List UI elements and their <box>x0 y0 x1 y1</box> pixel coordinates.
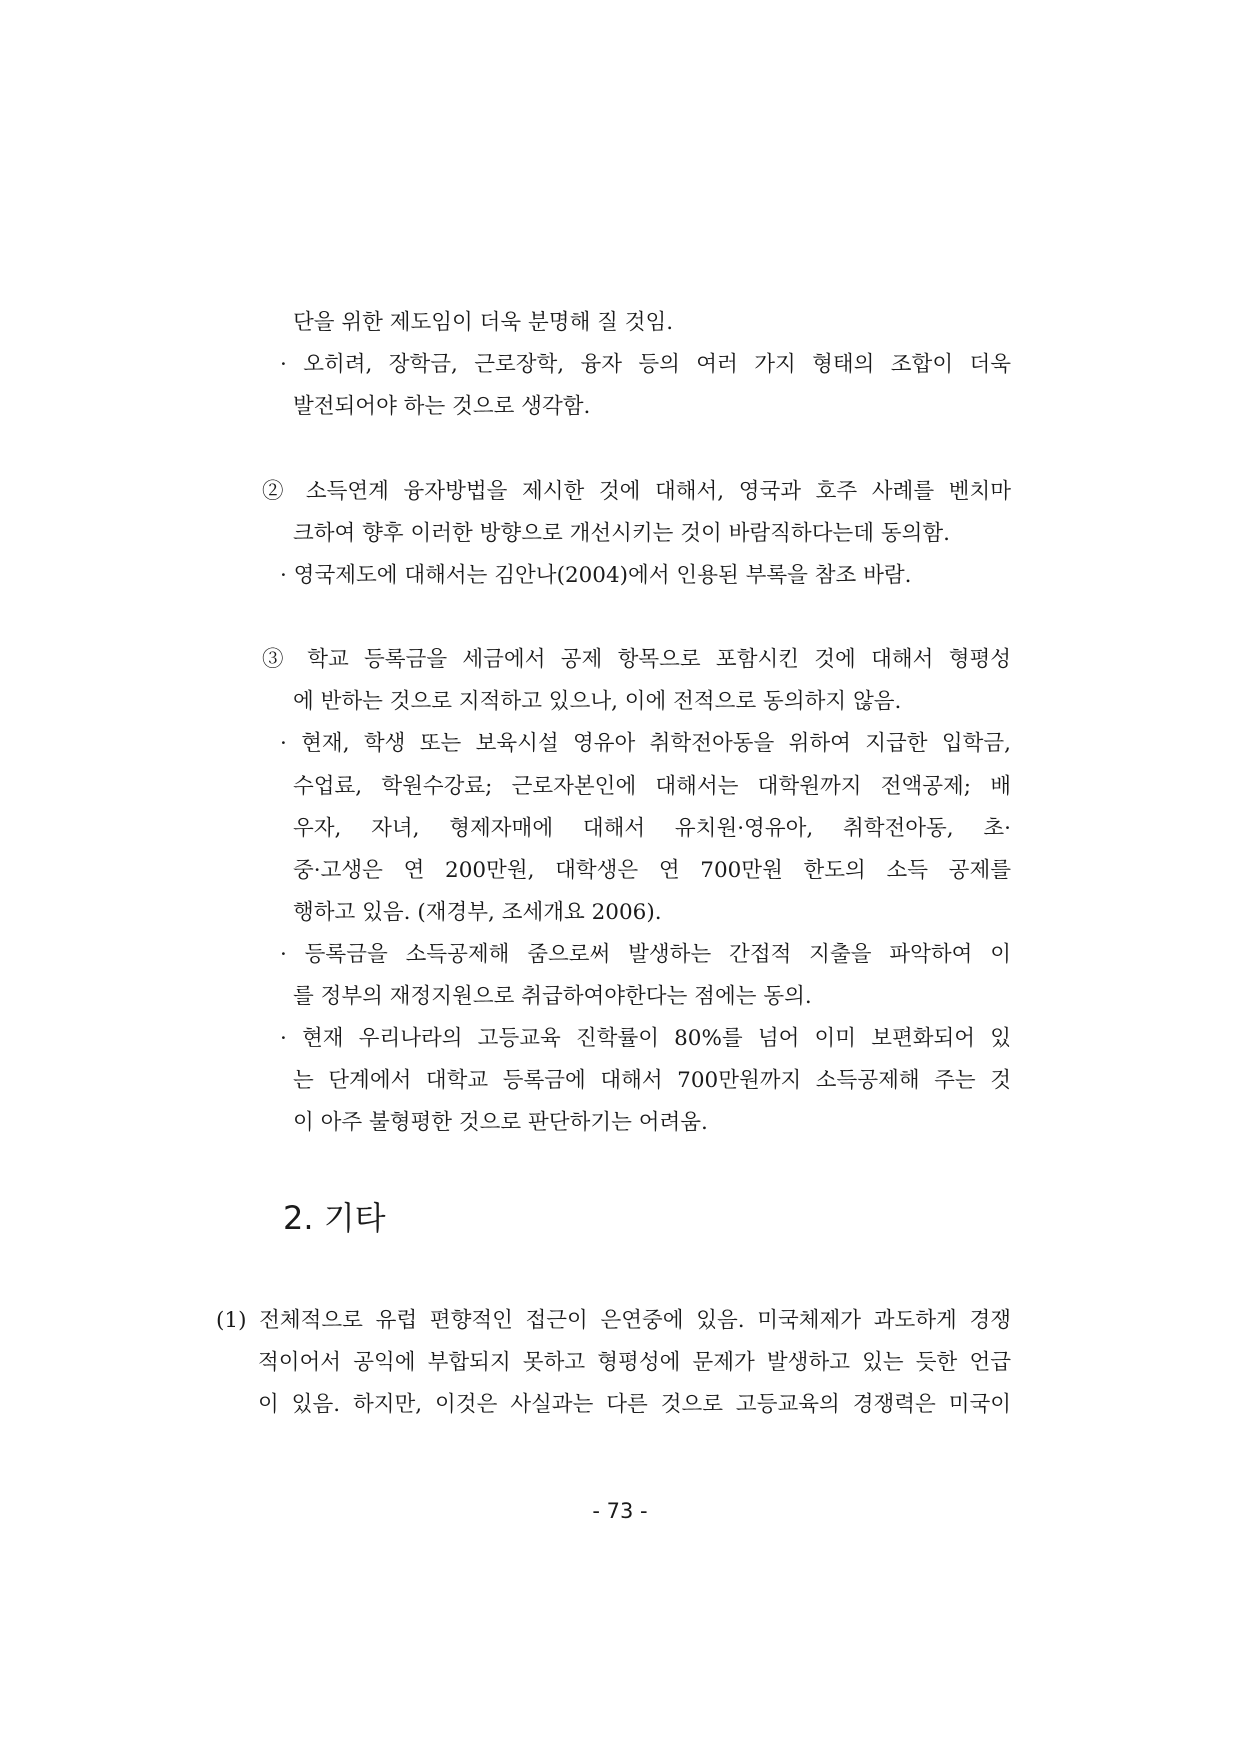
paragraph-line: 단을 위한 제도임이 더욱 분명해 질 것임. <box>293 310 674 335</box>
paragraph-line: 적이어서 공익에 부합되지 못하고 형평성에 문제가 발생하고 있는 듯한 언급 <box>258 1350 1011 1375</box>
paragraph-line: 발전되어야 하는 것으로 생각함. <box>293 394 591 419</box>
numbered-item: ③ 학교 등록금을 세금에서 공제 항목으로 포함시킨 것에 대해서 형평성 <box>262 647 1011 672</box>
paragraph-line: 는 단계에서 대학교 등록금에 대해서 700만원까지 소득공제해 주는 것 <box>293 1068 1011 1093</box>
page-number: - 73 - <box>592 1499 648 1523</box>
paragraph-line: 를 정부의 재정지원으로 취급하여야한다는 점에는 동의. <box>293 984 812 1009</box>
paragraph-line: 중·고생은 연 200만원, 대학생은 연 700만원 한도의 소득 공제를 <box>293 858 1011 883</box>
bullet-item: · 등록금을 소득공제해 줌으로써 발생하는 간접적 지출을 파악하여 이 <box>280 942 1011 967</box>
paragraph-line: 이 아주 불형평한 것으로 판단하기는 어려움. <box>293 1110 708 1135</box>
bullet-item: · 현재, 학생 또는 보육시설 영유아 취학전아동을 위하여 지급한 입학금, <box>280 731 1011 756</box>
bullet-item: · 현재 우리나라의 고등교육 진학률이 80%를 넘어 이미 보편화되어 있 <box>280 1026 1011 1051</box>
paragraph-line: 우자, 자녀, 형제자매에 대해서 유치원·영유아, 취학전아동, 초· <box>293 816 1011 841</box>
section-heading: 2. 기타 <box>283 1199 386 1237</box>
bullet-item: · 오히려, 장학금, 근로장학, 융자 등의 여러 가지 형태의 조합이 더욱 <box>280 352 1011 377</box>
numbered-item: ② 소득연계 융자방법을 제시한 것에 대해서, 영국과 호주 사례를 벤치마 <box>262 479 1011 504</box>
paragraph-line: 이 있음. 하지만, 이것은 사실과는 다른 것으로 고등교육의 경쟁력은 미국이 <box>258 1392 1011 1417</box>
paragraph-line: 행하고 있음. (재경부, 조세개요 2006). <box>293 900 662 925</box>
bullet-item: · 영국제도에 대해서는 김안나(2004)에서 인용된 부록을 참조 바람. <box>280 563 912 588</box>
paragraph-line: 수업료, 학원수강료; 근로자본인에 대해서는 대학원까지 전액공제; 배 <box>293 774 1011 799</box>
paragraph-line: 에 반하는 것으로 지적하고 있으나, 이에 전적으로 동의하지 않음. <box>293 689 902 714</box>
paragraph-line: 크하여 향후 이러한 방향으로 개선시키는 것이 바람직하다는데 동의함. <box>293 521 950 546</box>
numbered-item: (1) 전체적으로 유럽 편향적인 접근이 은연중에 있음. 미국체제가 과도하게 경쟁 <box>216 1308 1011 1333</box>
